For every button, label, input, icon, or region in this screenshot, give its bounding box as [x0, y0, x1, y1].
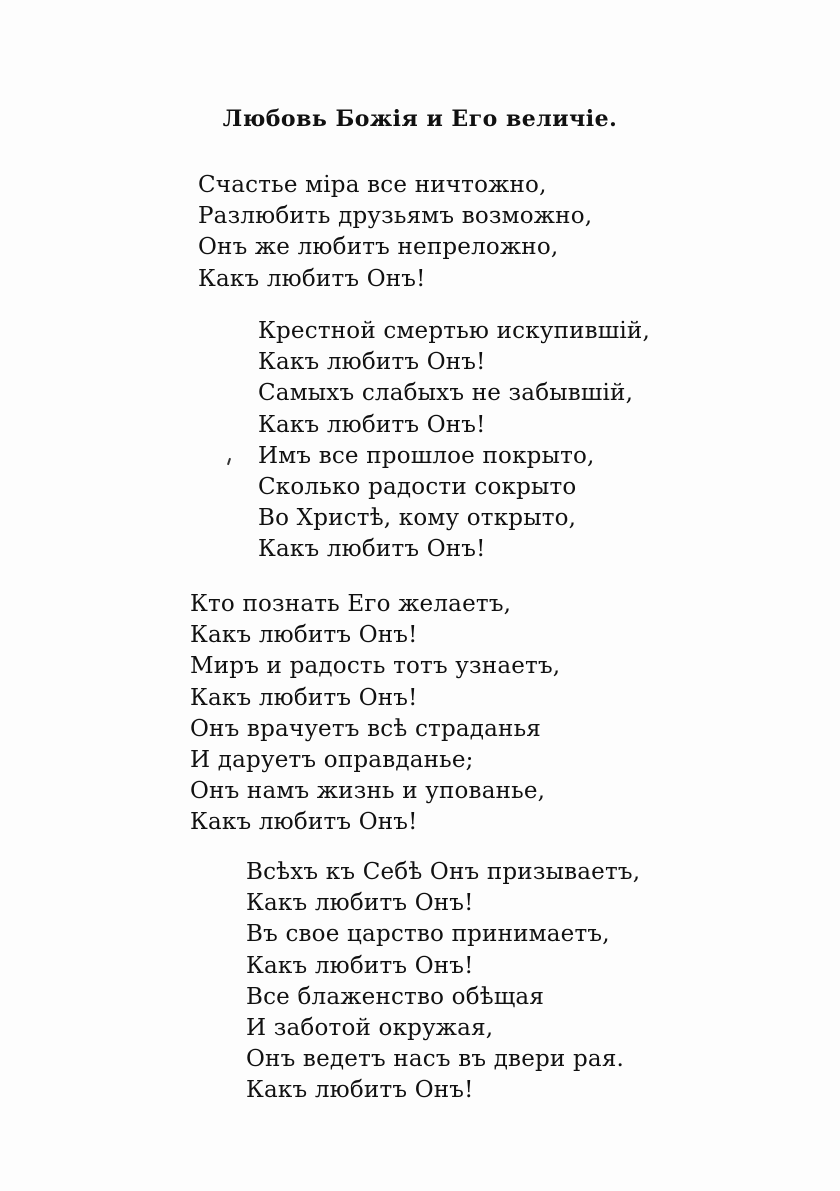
poem-line: Имъ все прошлое покрыто,: [258, 442, 595, 469]
poem-line: Въ свое царство принимаетъ,: [246, 921, 610, 948]
poem-line: Онъ ведетъ насъ въ двери рая.: [246, 1046, 625, 1073]
poem-line: Какъ любитъ Онъ!: [190, 684, 418, 711]
poem-line: Кто познать Его желаетъ,: [190, 591, 512, 617]
poem-line: Во Христѣ, кому открыто,: [258, 505, 577, 532]
poem-line: Разлюбить друзьямъ возможно,: [198, 203, 593, 230]
poem-line: Какъ любитъ Онъ!: [246, 1077, 474, 1104]
poem-line: Какъ любитъ Онъ!: [246, 952, 474, 979]
stanza-2: [258, 316, 650, 566]
poem-line: Онъ врачуетъ всѣ страданья: [190, 715, 542, 742]
poem-line: Онъ намъ жизнь и упованье,: [190, 778, 546, 805]
poem-line: И заботой окружая,: [246, 1015, 494, 1042]
poem-line: Какъ любитъ Онъ!: [258, 349, 486, 376]
poem-line: Какъ любитъ Онъ!: [258, 411, 486, 438]
stanza-3: [190, 589, 560, 839]
poem-line: Какъ любитъ Онъ!: [258, 536, 486, 563]
poem-line: Какъ любитъ Онъ!: [190, 622, 418, 649]
poem-line: Счастье міра все ничтожно,: [198, 172, 547, 198]
poem-line: Онъ же любитъ непреложно,: [198, 234, 559, 261]
poem-title: Любовь Божія и Его величіе.: [222, 106, 618, 132]
poem-line: Какъ любитъ Онъ!: [246, 890, 474, 917]
poem-line: Миръ и радость тотъ узнаетъ,: [190, 653, 561, 680]
poem-line: Какъ любитъ Онъ!: [198, 265, 426, 292]
print-speck: [227, 458, 231, 465]
poem-line: Какъ любитъ Онъ!: [190, 809, 418, 836]
stanza-4: [246, 857, 640, 1107]
stanza-1: [198, 170, 592, 295]
poem-line: И даруетъ оправданье;: [190, 747, 474, 774]
poem-line: Крестной смертью искупившій,: [258, 318, 650, 344]
poem-line: Самыхъ слабыхъ не забывшій,: [258, 380, 634, 407]
poem-line: Все блаженство обѣщая: [246, 983, 545, 1010]
poem-line: Всѣхъ къ Себѣ Онъ призываетъ,: [246, 859, 641, 885]
poem-line: Сколько радости сокрыто: [258, 474, 577, 501]
